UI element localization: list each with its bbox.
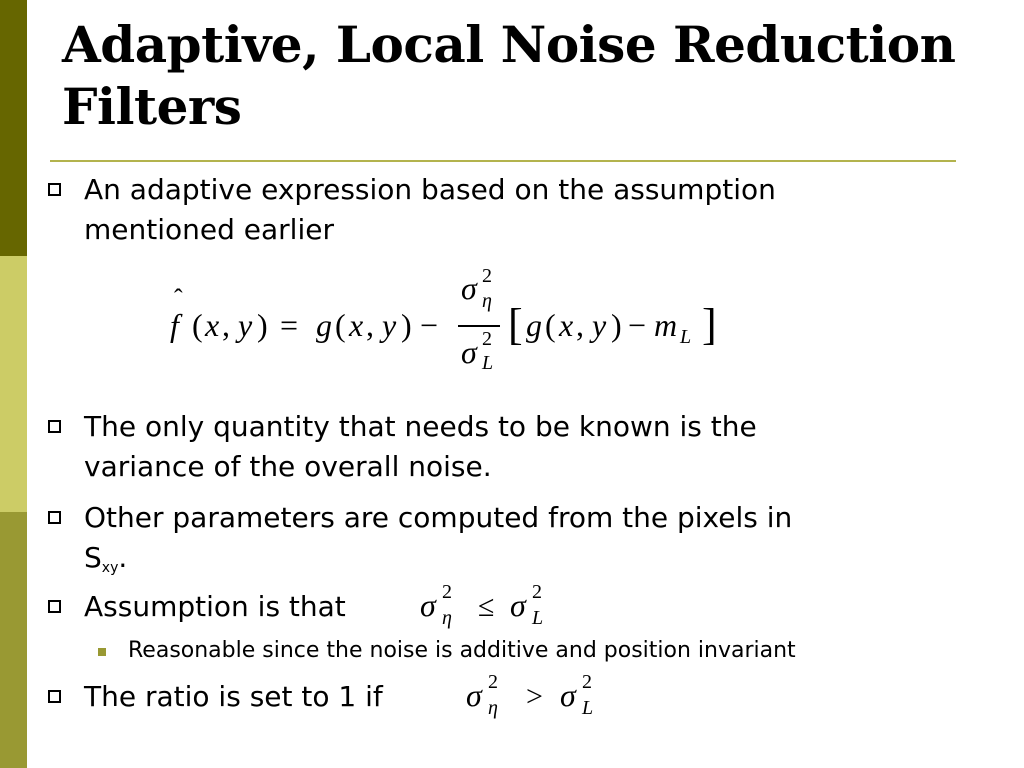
svg-text:η: η [442,607,452,629]
svg-text:[: [ [508,300,523,349]
svg-text:,: , [222,307,230,343]
slide-title-line-1: Adaptive, Local Noise Reduction [62,15,956,74]
region-subscript: xy [101,560,119,576]
hollow-square-bullet-icon [48,183,61,196]
svg-text:2: 2 [582,671,592,693]
svg-text:−: − [420,307,439,343]
svg-text:g: g [316,307,332,343]
bullet-text-line-2: variance of the overall noise. [84,450,492,483]
bullet-text-line-1: An adaptive expression based on the assumption [84,173,776,206]
bullet-text-line-2: mentioned earlier [84,213,334,246]
svg-text:,: , [366,307,374,343]
svg-text:): ) [611,307,622,343]
svg-text:(: ( [545,307,556,343]
svg-text:L: L [582,697,594,719]
svg-text:σ: σ [461,270,477,306]
svg-text:]: ] [702,300,717,349]
hollow-square-bullet-icon [48,420,61,433]
assumption-inequality-graphic [418,574,578,638]
svg-text:L: L [532,607,544,629]
svg-text:=: = [280,307,299,343]
bullet-text [84,498,792,578]
bullet-text [84,407,757,487]
hollow-square-bullet-icon [48,600,61,613]
sidebar-accent-bar [0,0,27,768]
sidebar-segment-bottom [0,512,27,768]
sub-bullet-text: Reasonable since the noise is additive and position invariant [128,638,796,663]
assumption-inequality [418,574,578,643]
slide-title-line-2: Filters [62,77,242,136]
svg-text:f: f [170,307,179,343]
ratio-condition-inequality-graphic [464,664,624,728]
svg-text:g: g [526,307,542,343]
svg-text:): ) [257,307,268,343]
svg-text:x: x [205,307,220,343]
filled-square-bullet-icon [98,648,106,656]
svg-text:x: x [349,307,364,343]
ratio-condition-inequality [464,664,624,733]
hollow-square-bullet-icon [48,511,61,524]
svg-text:2: 2 [482,328,492,350]
slide-title [62,14,1002,138]
bullet-text-line-1: The only quantity that needs to be known is the [84,410,757,443]
svg-text:x: x [559,307,574,343]
bullet-text-line-1: Other parameters are computed from the pixels in [84,501,793,534]
svg-text:(: ( [335,307,346,343]
svg-text:2: 2 [488,671,498,693]
svg-text:m: m [654,307,678,343]
bullet-text: Assumption is that [84,590,346,623]
title-divider [50,160,956,162]
sidebar-segment-top [0,0,27,256]
svg-text:y: y [382,307,397,343]
svg-text:): ) [401,307,412,343]
sentence-period: . [118,541,128,574]
adaptive-filter-equation [160,255,740,385]
svg-text:η: η [488,697,498,719]
svg-text:η: η [482,290,492,312]
svg-text:y: y [238,307,253,343]
svg-text:σ: σ [461,334,477,370]
svg-text:σ: σ [510,587,526,623]
svg-text:,: , [576,307,584,343]
svg-text:y: y [592,307,607,343]
bullet-text: The ratio is set to 1 if [84,680,383,713]
svg-text:σ: σ [420,587,436,623]
svg-text:σ: σ [466,677,482,713]
bullet-text-line-2 [84,538,792,578]
region-symbol: S [84,541,102,574]
svg-text:L: L [482,352,494,374]
svg-text:2: 2 [532,581,542,603]
bullet-text [84,170,776,250]
svg-text:L: L [680,326,692,348]
sidebar-segment-middle [0,256,27,512]
adaptive-filter-equation-graphic [160,255,740,380]
hollow-square-bullet-icon [48,690,61,703]
svg-text:2: 2 [442,581,452,603]
svg-text:≤: ≤ [478,590,495,623]
svg-text:2: 2 [482,265,492,287]
svg-text:−: − [628,307,647,343]
svg-text:σ: σ [560,677,576,713]
svg-text:(: ( [192,307,203,343]
svg-text:>: > [526,680,543,713]
svg-text:ˆ: ˆ [174,284,183,313]
